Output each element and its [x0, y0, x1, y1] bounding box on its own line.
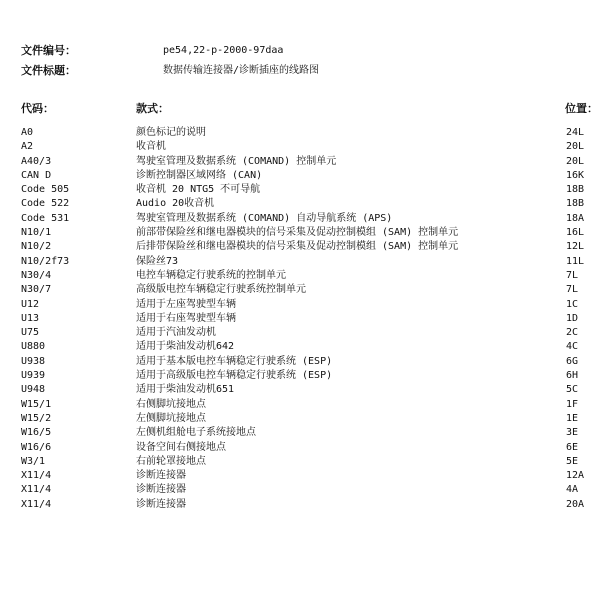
component-description: 后排带保险丝和继电器模块的信号采集及促动控制模组 (SAM) 控制单元 [136, 241, 459, 253]
component-position: 4C [566, 341, 579, 353]
component-position: 6E [566, 441, 579, 453]
model-column-header: 款式： [136, 102, 169, 115]
component-position: 4A [566, 484, 579, 496]
component-description: 诊断连接器 [136, 498, 186, 510]
table-row [0, 498, 604, 512]
component-description: 设备空间右侧接地点 [136, 441, 226, 453]
component-position: 1C [566, 298, 579, 310]
component-position: 12A [566, 470, 585, 482]
component-position: 2C [566, 327, 579, 339]
table-row [0, 455, 604, 469]
table-row [0, 383, 604, 397]
component-description: 适用于柴油发动机651 [136, 384, 235, 396]
component-position: 20L [566, 155, 585, 167]
component-position: 12L [566, 241, 585, 253]
component-code: U13 [21, 312, 40, 324]
table-row [0, 326, 604, 340]
component-description: 适用于柴油发动机642 [136, 341, 235, 353]
component-code: U12 [21, 298, 40, 310]
table-row [0, 226, 604, 240]
table-row [0, 126, 604, 140]
component-position: 7L [566, 269, 579, 281]
component-description: 诊断控制器区域网络 (CAN) [136, 169, 263, 181]
doc-number-value: pe54,22-p-2000-97daa [163, 45, 284, 56]
table-row [0, 155, 604, 169]
component-code: X11/4 [21, 470, 52, 482]
doc-number-label: 文件编号： [21, 44, 76, 57]
component-position: 5C [566, 384, 579, 396]
component-description: 驾驶室管理及数据系统 (COMAND) 自动导航系统 (APS) [136, 212, 393, 224]
component-position: 20L [566, 141, 585, 153]
table-row [0, 183, 604, 197]
table-row [0, 469, 604, 483]
component-description: 驾驶室管理及数据系统 (COMAND) 控制单元 [136, 155, 337, 167]
component-description: 诊断连接器 [136, 470, 186, 482]
component-position: 16K [566, 169, 585, 181]
table-row [0, 441, 604, 455]
table-row [0, 412, 604, 426]
table-row [0, 212, 604, 226]
component-position: 20A [566, 498, 585, 510]
component-code: Code 505 [21, 184, 70, 196]
component-position: 18B [566, 184, 585, 196]
component-description: 高级版电控车辆稳定行驶系统控制单元 [136, 284, 306, 296]
component-code: W15/1 [21, 398, 52, 410]
component-position: 5E [566, 455, 579, 467]
component-position: 6H [566, 370, 579, 382]
component-position: 11L [566, 255, 585, 267]
table-row [0, 312, 604, 326]
component-code: N10/1 [21, 227, 52, 239]
component-position: 1E [566, 412, 579, 424]
component-position: 18B [566, 198, 585, 210]
position-column-header: 位置： [565, 102, 598, 115]
component-position: 16L [566, 227, 585, 239]
table-row [0, 283, 604, 297]
doc-title-value: 数据传输连接器/诊断插座的线路图 [163, 65, 320, 76]
table-row [0, 398, 604, 412]
component-code: A40/3 [21, 155, 52, 167]
component-position: 24L [566, 127, 585, 138]
component-description: 收音机 [136, 141, 166, 153]
component-code: N10/2 [21, 241, 52, 253]
component-description: 左侧脚坑接地点 [136, 412, 206, 424]
component-code: CAN D [21, 169, 52, 181]
component-description: 适用于汽油发动机 [136, 327, 216, 339]
component-code: X11/4 [21, 498, 52, 510]
table-row [0, 140, 604, 154]
component-code: N30/4 [21, 269, 52, 281]
table-row [0, 483, 604, 497]
component-code: Code 531 [21, 212, 70, 224]
component-code: A0 [21, 127, 34, 138]
component-code: X11/4 [21, 484, 52, 496]
table-row [0, 240, 604, 254]
component-description: 右侧脚坑接地点 [136, 398, 206, 410]
component-description: 颜色标记的说明 [136, 127, 206, 138]
legend-table [0, 126, 604, 512]
component-description: Audio 20收音机 [136, 198, 215, 210]
component-position: 1F [566, 398, 579, 410]
component-position: 6G [566, 355, 579, 367]
component-code: U938 [21, 355, 46, 367]
table-row [0, 426, 604, 440]
table-row [0, 355, 604, 369]
component-description: 收音机 20 NTG5 不可导航 [136, 184, 261, 196]
component-description: 前部带保险丝和继电器模块的信号采集及促动控制模组 (SAM) 控制单元 [136, 227, 459, 239]
component-description: 右前轮罩接地点 [136, 455, 206, 467]
component-code: U880 [21, 341, 46, 353]
table-row [0, 298, 604, 312]
component-description: 适用于基本版电控车辆稳定行驶系统 (ESP) [136, 355, 333, 367]
table-row [0, 255, 604, 269]
table-row [0, 169, 604, 183]
component-code: N30/7 [21, 284, 52, 296]
component-code: Code 522 [21, 198, 70, 210]
component-position: 3E [566, 427, 579, 439]
doc-title-label: 文件标题： [21, 64, 76, 77]
component-position: 18A [566, 212, 585, 224]
component-position: 7L [566, 284, 579, 296]
component-code: U939 [21, 370, 46, 382]
component-description: 适用于右座驾驶型车辆 [136, 312, 236, 324]
component-description: 适用于左座驾驶型车辆 [136, 298, 236, 310]
component-code: W15/2 [21, 412, 52, 424]
component-position: 1D [566, 312, 579, 324]
component-code: U948 [21, 384, 46, 396]
component-description: 保险丝73 [136, 255, 179, 267]
component-description: 左侧机组舱电子系统接地点 [136, 427, 256, 439]
table-row [0, 197, 604, 211]
component-code: N10/2f73 [21, 255, 70, 267]
component-code: W3/1 [21, 455, 46, 467]
component-description: 电控车辆稳定行驶系统的控制单元 [136, 269, 286, 281]
component-description: 适用于高级版电控车辆稳定行驶系统 (ESP) [136, 370, 333, 382]
component-code: A2 [21, 141, 34, 153]
table-row [0, 369, 604, 383]
component-code: U75 [21, 327, 40, 339]
table-row [0, 340, 604, 354]
component-code: W16/5 [21, 427, 52, 439]
component-description: 诊断连接器 [136, 484, 186, 496]
component-code: W16/6 [21, 441, 52, 453]
code-column-header: 代码： [21, 102, 54, 115]
table-row [0, 269, 604, 283]
